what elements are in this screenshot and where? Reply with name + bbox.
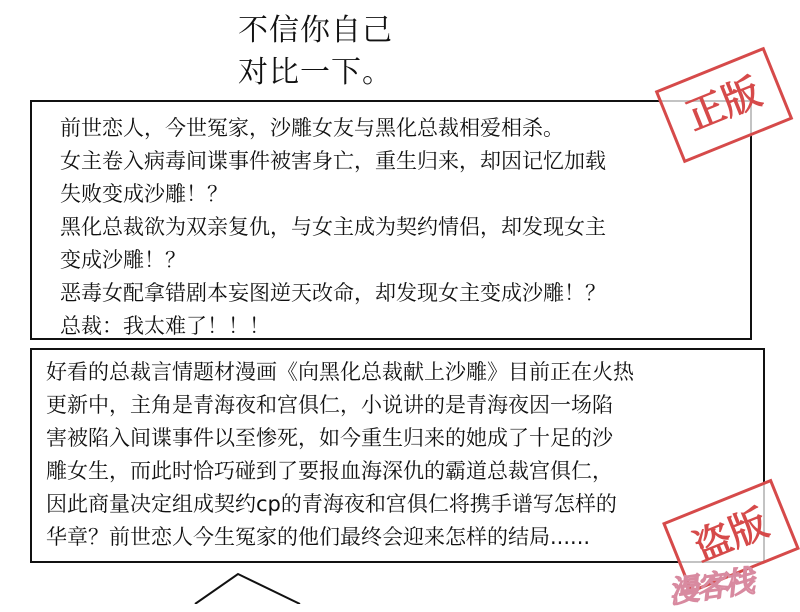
official-line: 黑化总裁欲为双亲复仇，与女主成为契约情侣，却发现女主 (60, 215, 606, 239)
official-stamp: 正版 (655, 47, 794, 164)
official-line: 前世恋人，今世冤家，沙雕女友与黑化总裁相爱相杀。 (60, 116, 564, 140)
caption-line-2: 对比一下。 (238, 55, 393, 90)
official-line: 总裁：我太难了！！！ (60, 314, 270, 338)
official-line: 女主卷入病毒间谍事件被害身亡，重生归来，却因记忆加载 (60, 149, 606, 173)
sketch-roof-line (195, 574, 300, 604)
official-line: 恶毒女配拿错剧本妄图逆天改命，却发现女主变成沙雕！？ (60, 281, 606, 305)
pirated-line: 雕女生，而此时恰巧碰到了要报血海深仇的霸道总裁宫俱仁， (46, 459, 613, 483)
official-synopsis-box (30, 100, 752, 340)
pirated-line: 华章？前世恋人今生冤家的他们最终会迎来怎样的结局...... (46, 525, 591, 549)
pirated-line: 更新中，主角是青海夜和宫俱仁，小说讲的是青海夜因一场陷 (46, 393, 613, 417)
comic-caption (238, 10, 393, 94)
caption-line-1: 不信你自己 (238, 13, 393, 48)
watermark-logo: 漫客栈 (666, 564, 755, 611)
official-line: 变成沙雕！？ (60, 248, 186, 272)
pirated-line: 因此商量决定组成契约cp的青海夜和宫俱仁将携手谱写怎样的 (46, 492, 617, 516)
official-line: 失败变成沙雕！？ (60, 182, 228, 206)
pirated-line: 好看的总裁言情题材漫画《向黑化总裁献上沙雕》目前正在火热 (46, 360, 634, 384)
pirated-stamp: 盗版 (662, 479, 800, 594)
pirated-synopsis-box (30, 348, 765, 563)
pirated-line: 害被陷入间谍事件以至惨死，如今重生归来的她成了十足的沙 (46, 426, 613, 450)
